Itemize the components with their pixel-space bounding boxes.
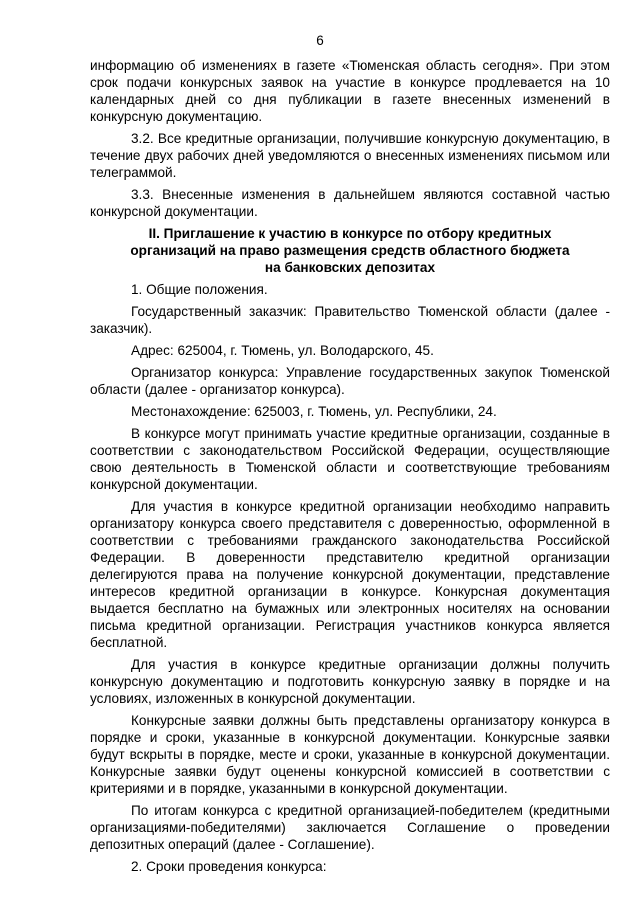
paragraph-3-2: 3.2. Все кредитные организации, получившие конкурсную документацию, в течение двух рабочих дней уведомляются о внесенных изменениях письмом или телеграммой. (90, 131, 610, 180)
paragraph-applications: Конкурсные заявки должны быть представлены организатору конкурса в порядке и сроки, указанные в конкурсной документации. Конкурсные заявки будут вскрыты в порядке, месте и сроки, указанные в конкурсной документации. Конкурсные заявки будут оценены конкурсной комиссией в соответствии с критериями и в порядке, указанными в конкурсной документации. (90, 713, 610, 796)
section-heading-line-3: на банковских депозитах (264, 260, 436, 275)
section-heading (90, 225, 610, 276)
paragraph-organizer: Организатор конкурса: Управление государственных закупок Тюменской области (далее - организатор конкурса). (90, 365, 610, 397)
paragraph-customer: Государственный заказчик: Правительство Тюменской области (далее - заказчик). (90, 304, 610, 336)
paragraph-representative: Для участия в конкурсе кредитной организации необходимо направить организатору конкурса своего представителя с доверенностью, оформленной в соответствии с требованиями гражданского законодательства Российской Федерации. В доверенности представителю кредитной организации делегируются права на получение конкурсной документации, представление интересов кредитной организации в конкурсе. Конкурсная документация выдается бесплатно на бумажных или электронных носителях на основании письма кредитной организации. Регистрация участников конкурса является бесплатной. (90, 499, 610, 650)
paragraph-documentation: Для участия в конкурсе кредитные организации должны получить конкурсную документацию и подготовить конкурсную заявку в порядке и на условиях, изложенных в конкурсной документации. (90, 657, 610, 706)
paragraph-general-provisions: 1. Общие положения. (131, 282, 268, 297)
page-number: 6 (316, 33, 324, 48)
paragraph-agreement: По итогам конкурса с кредитной организацией-победителем (кредитными организациями-победителями) заключается Соглашение о проведении депозитных операций (далее - Соглашение). (90, 803, 610, 852)
paragraph-eligibility: В конкурсе могут принимать участие кредитные организации, созданные в соответствии с законодательством Российской Федерации, осуществляющие свою деятельность в Тюменской области и соответствующие требованиям конкурсной документации. (90, 426, 610, 492)
section-heading-line-1: II. Приглашение к участию в конкурсе по отбору кредитных (148, 226, 552, 241)
paragraph-organizer-location: Местонахождение: 625003, г. Тюмень, ул. Республики, 24. (131, 404, 497, 419)
paragraph-timeline: 2. Сроки проведения конкурса: (131, 859, 327, 874)
paragraph-customer-address: Адрес: 625004, г. Тюмень, ул. Володарского, 45. (131, 343, 434, 358)
section-heading-line-2: организаций на право размещения средств областного бюджета (130, 243, 570, 258)
paragraph-3-3: 3.3. Внесенные изменения в дальнейшем являются составной частью конкурсной документации. (90, 187, 610, 219)
document-body (90, 57, 610, 880)
paragraph-continued: информацию об изменениях в газете «Тюменская область сегодня». При этом срок подачи конкурсных заявок на участие в конкурсе продлевается на 10 календарных дней со дня публикации в газете внесенных изменений в конкурсную документацию. (90, 58, 610, 124)
